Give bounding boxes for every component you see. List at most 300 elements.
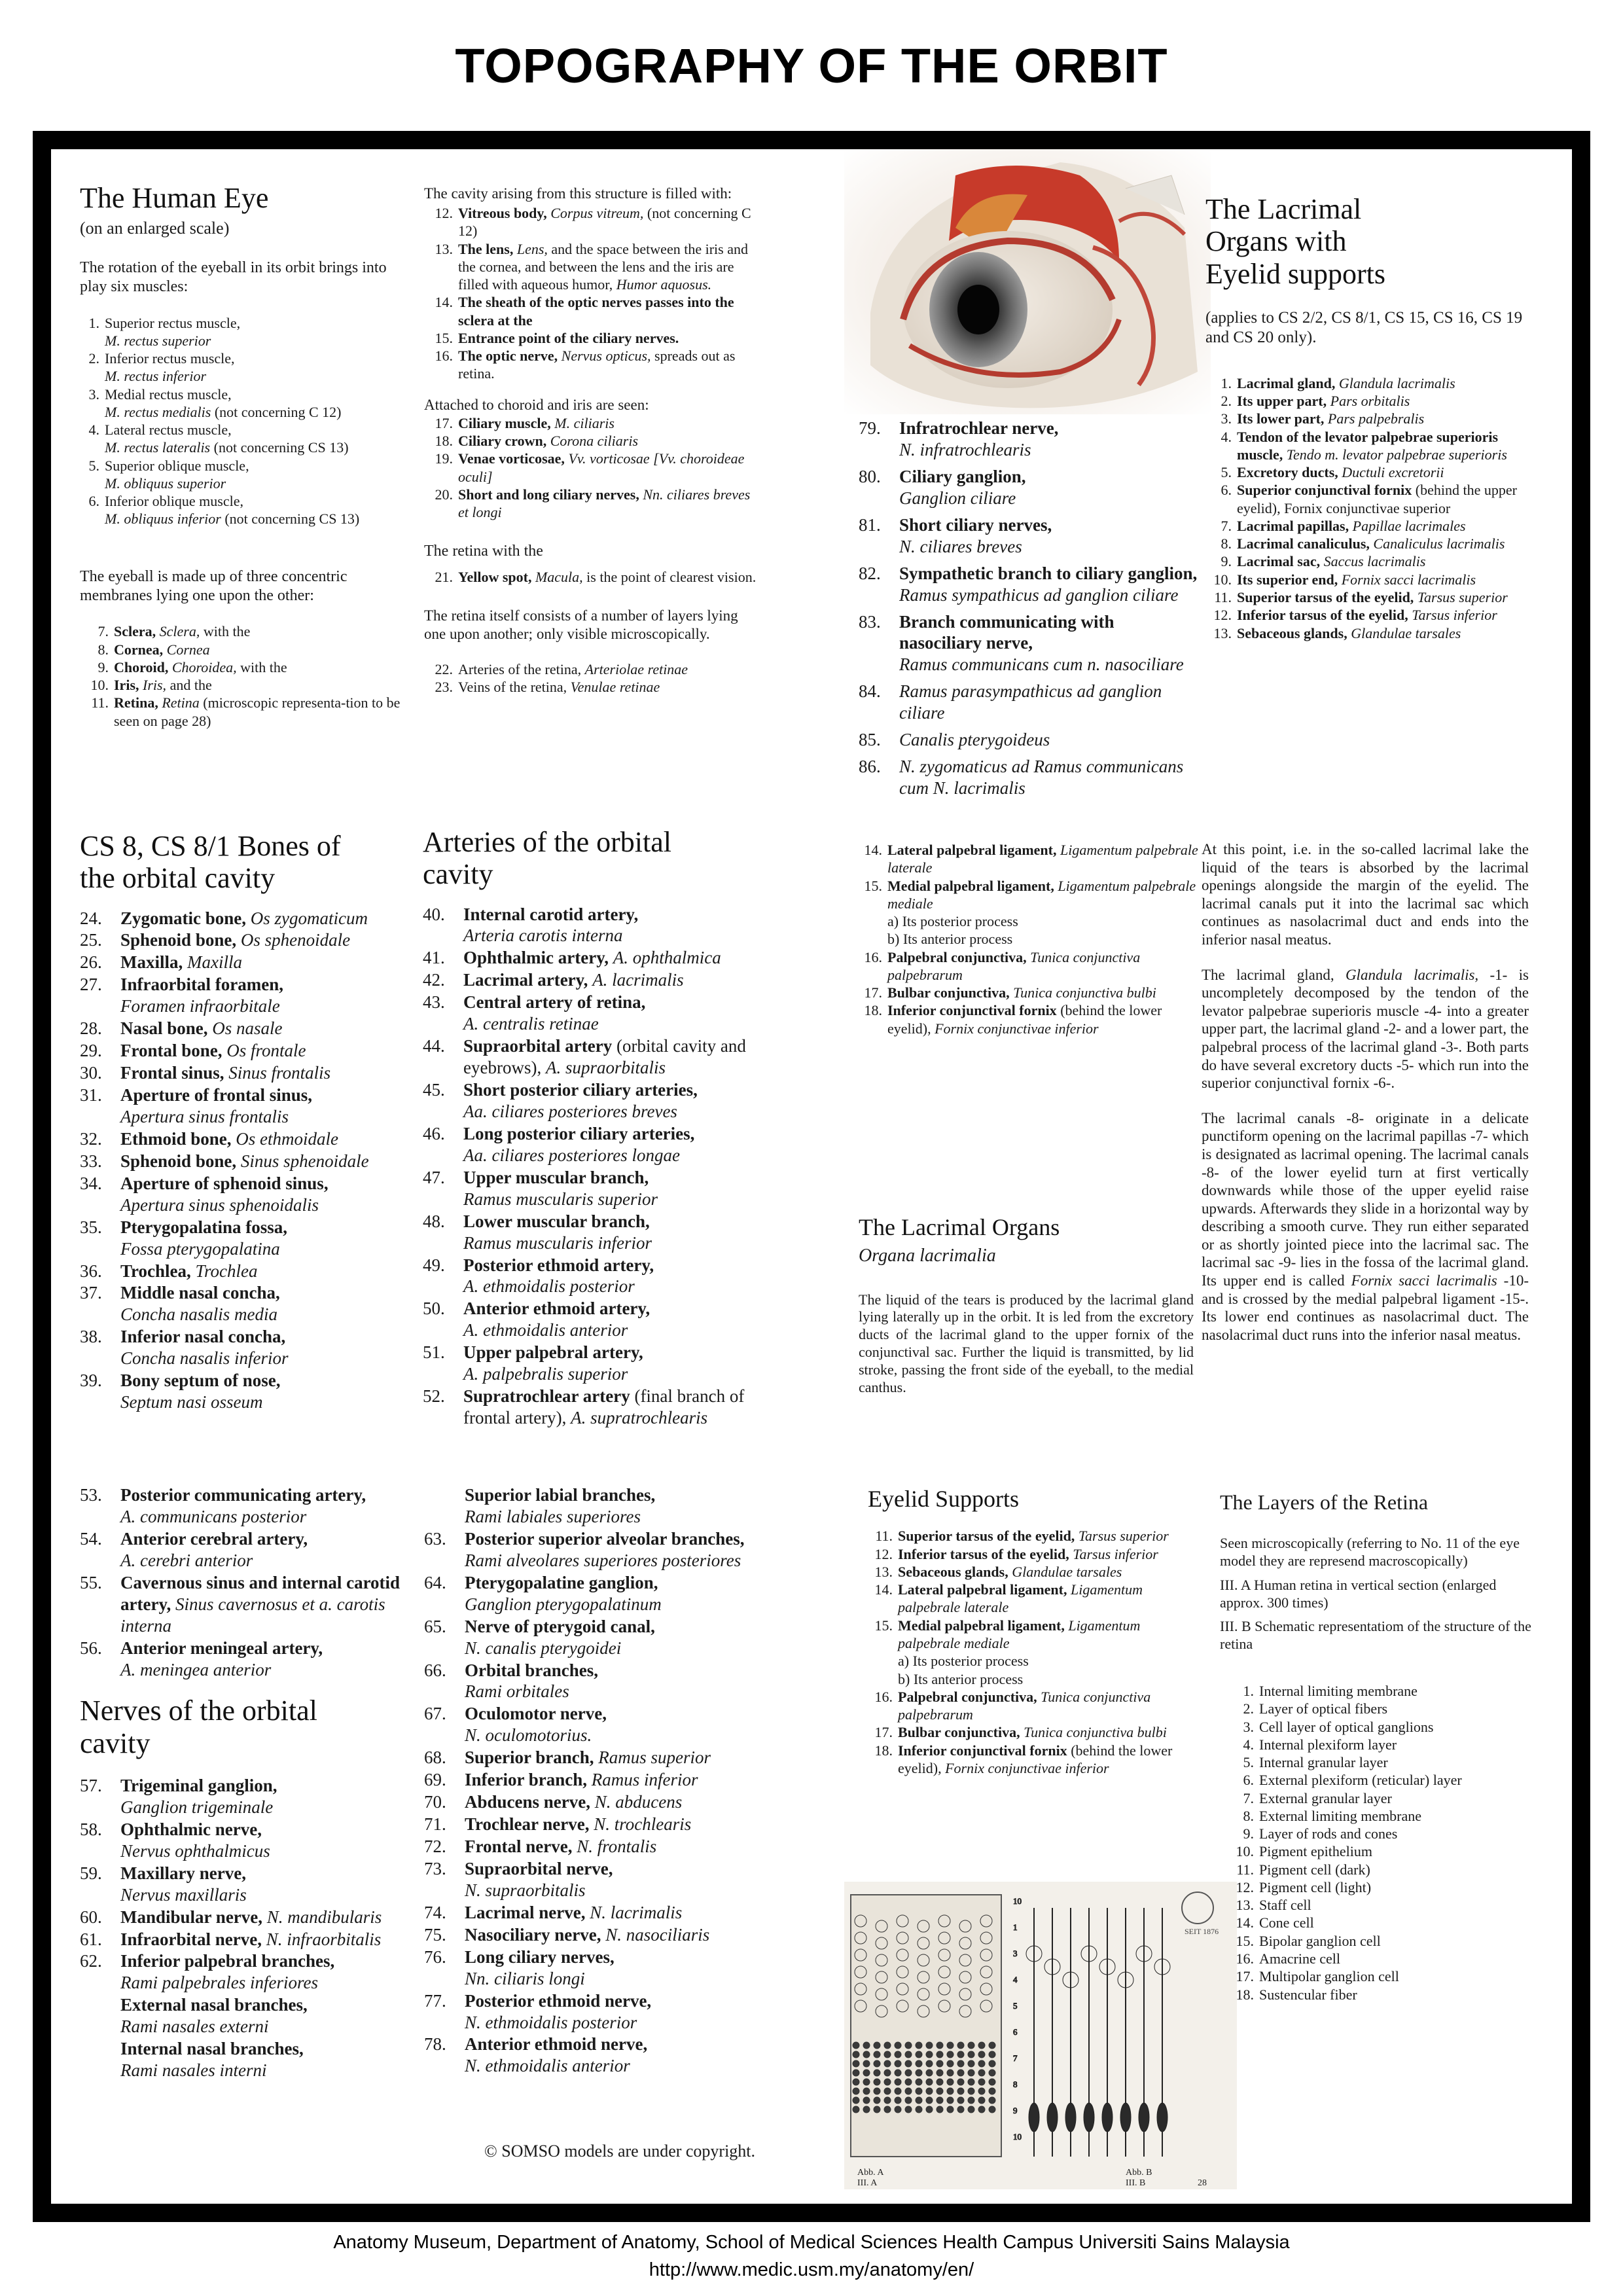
item-latin: Fornix sacci lacrimalis — [1341, 571, 1476, 588]
list-item — [80, 974, 420, 1017]
granule-mark — [895, 2042, 901, 2049]
list-item — [423, 1167, 770, 1210]
list-item — [80, 1085, 420, 1128]
item-number: 30. — [80, 1063, 102, 1083]
list-item — [1205, 571, 1546, 588]
item-body — [465, 1572, 662, 1615]
item-latin: M. obliquus inferior — [105, 511, 221, 528]
item-latin: Pars palpebralis — [1327, 410, 1425, 427]
item-number: 73. — [424, 1858, 446, 1878]
granule-mark — [978, 2097, 985, 2104]
list-item — [859, 563, 1199, 606]
item-name: Frontal bone, — [120, 1041, 223, 1061]
scale-number: 3 — [1013, 1948, 1018, 1958]
granule-mark — [957, 2106, 964, 2113]
item-number: 61. — [80, 1929, 102, 1949]
list-item — [1205, 517, 1546, 535]
item-latin: Tarsus superior — [1078, 1528, 1169, 1545]
item-number: 9. — [1243, 1825, 1254, 1842]
list-item — [80, 1572, 420, 1637]
item-number: 6. — [88, 493, 99, 510]
item-number: 9. — [98, 658, 109, 675]
list-item — [868, 1563, 1202, 1581]
list-item — [80, 908, 420, 929]
attached-intro: Attached to choroid and iris are seen: — [424, 396, 649, 413]
muscle-list — [80, 314, 414, 528]
item-body — [120, 1062, 330, 1084]
item-latin: Ganglion ciliare — [899, 488, 1016, 508]
p3-latin: Fornix sacci lacrimalis — [1351, 1272, 1497, 1289]
item-latin: Glandulae tarsales — [1351, 624, 1461, 641]
granule-mark — [863, 2070, 870, 2076]
granule-mark — [874, 2079, 880, 2085]
item-number: 8. — [1221, 535, 1232, 552]
item-number: 67. — [424, 1704, 446, 1724]
granule-mark — [853, 2106, 859, 2113]
item-name: Zygomatic bone, — [120, 908, 246, 928]
list-item — [423, 947, 770, 969]
item-body — [463, 1079, 698, 1122]
item-name: Superior branch, — [465, 1748, 594, 1768]
list-item — [80, 1040, 420, 1062]
item-body — [1237, 624, 1461, 642]
granule-mark — [978, 2042, 985, 2049]
item-text: Cornea, — [114, 641, 164, 658]
item-number: 11. — [1214, 588, 1232, 605]
scale-number: 7 — [1013, 2053, 1018, 2063]
list-item — [1228, 1986, 1534, 2003]
item-body — [120, 1128, 338, 1150]
granule-mark — [863, 2051, 870, 2058]
item-body — [1259, 1807, 1421, 1825]
item-subprocess: b) Its anterior process — [898, 1670, 1024, 1687]
retina-heading: The Layers of the Retina — [1220, 1490, 1429, 1514]
item-number: 6. — [1221, 482, 1232, 499]
granule-mark — [978, 2088, 985, 2094]
list-item — [1228, 1682, 1534, 1700]
granule-mark — [978, 2051, 985, 2058]
item-body — [899, 756, 1199, 799]
list-item — [868, 1527, 1202, 1545]
item-name: Short ciliary nerves, — [899, 514, 1052, 535]
item-name: Trochlea, — [120, 1261, 191, 1281]
item-name: Frontal sinus, — [120, 1063, 224, 1083]
item-name: Supraorbital artery — [463, 1036, 613, 1056]
item-name: Posterior ethmoid artery, — [463, 1255, 654, 1275]
item-latin: Glandula lacrimalis — [1338, 374, 1455, 391]
item-latin: Glandulae tarsales — [1012, 1563, 1122, 1580]
item-name: Lacrimal nerve, — [465, 1902, 586, 1922]
granule-mark — [853, 2051, 859, 2058]
scale-number: 8 — [1013, 2079, 1018, 2089]
item-rest: (microscopic representa-tion to be seen on page 28) — [114, 694, 401, 729]
item-body — [1237, 535, 1505, 552]
item-latin: Venulae retinae — [570, 679, 660, 696]
item-number: 28. — [80, 1018, 102, 1039]
item-body — [1237, 463, 1444, 481]
ligament-list — [857, 841, 1201, 1037]
granule-mark — [978, 2079, 985, 2085]
list-item — [424, 432, 758, 450]
item-latin: Tendo m. levator palpebrae superioris — [1286, 446, 1507, 463]
item-text: Superior rectus muscle, — [105, 314, 241, 331]
item-text: Sebaceous glands, — [898, 1563, 1012, 1580]
item-name: Sphenoid bone, — [120, 930, 237, 950]
list-item — [1205, 624, 1546, 642]
item-name: Branch communicating with nasociliary nerve, — [899, 611, 1115, 653]
item-body — [899, 466, 1026, 509]
item-number: 39. — [80, 1371, 102, 1391]
item-name: Bony septum of nose, — [120, 1371, 281, 1391]
item-name: Cavernous sinus and internal carotid artery, — [120, 1572, 401, 1614]
granule-mark — [968, 2060, 974, 2067]
item-number: 14. — [435, 294, 453, 311]
item-number: 8. — [1243, 1807, 1254, 1824]
item-number: 43. — [423, 992, 445, 1013]
granule-mark — [947, 2097, 954, 2104]
item-number: 33. — [80, 1151, 102, 1171]
item-name: Mandibular nerve, — [120, 1907, 263, 1927]
item-subprocess: a) Its posterior process — [898, 1653, 1029, 1670]
item-name: Infraorbital nerve, — [120, 1929, 262, 1949]
rod-cone-mark — [1120, 2103, 1131, 2132]
item-number: 18. — [1236, 1986, 1254, 2003]
item-rest: (behind the lower eyelid), — [898, 1742, 1173, 1776]
arteries-cont-list — [80, 1484, 420, 1680]
scale-number: 10 — [1013, 1896, 1022, 1906]
list-item — [423, 1298, 770, 1341]
item-name: Oculomotor nerve, — [465, 1704, 607, 1724]
item-latin: Concha nasalis inferior — [120, 1348, 289, 1369]
list-item — [1205, 392, 1546, 410]
list-item — [1228, 1753, 1534, 1771]
list-item — [423, 904, 770, 947]
footer-url[interactable]: http://www.medic.usm.my/anatomy/en/ — [649, 2259, 974, 2280]
rod-cone-mark — [1029, 2103, 1039, 2132]
human-eye-intro: The rotation of the eyeball in its orbit brings into play six muscles: — [80, 259, 387, 296]
item-body — [1259, 1700, 1387, 1717]
item-number: 10. — [90, 677, 109, 694]
granule-mark — [926, 2079, 933, 2085]
item-body — [105, 314, 240, 350]
item-number: 37. — [80, 1283, 102, 1303]
item-number: 13. — [435, 240, 453, 257]
list-item — [424, 1858, 771, 1901]
vessel-list — [424, 660, 758, 696]
list-item — [80, 694, 414, 730]
item-number: 76. — [424, 1946, 446, 1967]
arteries-list — [423, 904, 770, 1429]
item-name: Orbital branches, — [465, 1660, 599, 1680]
granule-mark — [863, 2106, 870, 2113]
item-rest: with the — [200, 623, 251, 640]
list-item — [424, 1528, 771, 1571]
item-body — [458, 204, 758, 240]
granule-mark — [989, 2051, 995, 2058]
granule-mark — [874, 2097, 880, 2104]
eye-model-photo — [844, 149, 1211, 414]
item-body — [114, 641, 210, 658]
item-latin: Rami palpebrales inferiores — [120, 1973, 318, 1993]
item-latin: Ramus muscularis superior — [463, 1189, 658, 1209]
granule-mark — [947, 2079, 954, 2085]
item-latin: N. oculomotorius. — [465, 1725, 592, 1746]
item-body — [120, 1994, 308, 2037]
list-item — [80, 1994, 420, 2037]
granule-mark — [968, 2070, 974, 2076]
granule-mark — [978, 2060, 985, 2067]
item-latin: Ramus inferior — [591, 1770, 698, 1790]
list-item — [424, 450, 758, 486]
item-body — [1237, 571, 1476, 588]
item-number: 3. — [88, 386, 99, 403]
list-item — [423, 1123, 770, 1166]
granule-mark — [863, 2060, 870, 2067]
item-body — [887, 948, 1201, 984]
granule-mark — [853, 2088, 859, 2094]
item-number: 16. — [1236, 1950, 1254, 1967]
item-latin: Arteriolae retinae — [584, 660, 688, 677]
item-latin: Fornix conjunctivae inferior — [945, 1759, 1109, 1776]
item-latin: Trochlea — [195, 1261, 258, 1281]
granule-mark — [905, 2051, 912, 2058]
granule-mark — [853, 2079, 859, 2085]
item-body — [1237, 481, 1546, 517]
list-item — [80, 1370, 420, 1413]
item-number: 66. — [424, 1660, 446, 1680]
granule-mark — [968, 2088, 974, 2094]
item-body — [120, 929, 350, 951]
scale-number: 4 — [1013, 1975, 1018, 1984]
retina-intro: Seen microscopically (referring to No. 11 of the eye model they are represend macroscopically) — [1220, 1535, 1520, 1569]
item-number: 27. — [80, 975, 102, 995]
item-body — [465, 1703, 607, 1746]
item-name: Sympathetic branch to ciliary ganglion, — [899, 563, 1198, 583]
item-text: Superior conjunctival fornix — [1237, 482, 1416, 499]
item-latin: Nervus opticus, — [561, 348, 651, 365]
item-body — [898, 1581, 1202, 1617]
item-number: 17. — [874, 1724, 893, 1741]
p2-end: -1- is uncompletely decomposed by the tendon of the levator palpebrae superioris muscle -4- into a greater upper part, the lacrimal gland -2- and a lower part, the palpebral process of the lacrimal gland -3-. Both parts do have several excretory ducts -5- which run into the superior conjunctival fornix -6-. — [1202, 966, 1529, 1092]
item-subprocess: a) Its posterior process — [887, 913, 1018, 930]
item-body — [1259, 1914, 1314, 1931]
item-body — [120, 1907, 382, 1928]
item-latin: Rami labiales superiores — [465, 1506, 641, 1526]
granule-mark — [895, 2088, 901, 2094]
granule-mark — [978, 2070, 985, 2076]
list-item — [80, 421, 414, 457]
item-body — [458, 293, 758, 329]
item-latin: N. trochlearis — [594, 1814, 692, 1835]
item-text: Superior tarsus of the eyelid, — [1237, 588, 1418, 605]
item-number: 2. — [1221, 393, 1232, 410]
item-body — [887, 841, 1201, 877]
item-number: 12. — [874, 1545, 893, 1562]
item-number: 1. — [1221, 374, 1232, 391]
list-item — [424, 329, 758, 347]
scale-number: 6 — [1013, 2027, 1018, 2037]
item-number: 14. — [864, 842, 882, 858]
list-item — [80, 1929, 420, 1950]
item-latin: A. ethmoidalis posterior — [463, 1276, 635, 1297]
item-text: The sheath of the optic nerves passes into the sclera at the — [458, 294, 734, 329]
item-body — [1237, 588, 1508, 606]
granule-mark — [916, 2106, 922, 2113]
list-item — [1228, 1807, 1534, 1825]
scale-number: 9 — [1013, 2106, 1018, 2115]
granule-mark — [947, 2042, 954, 2049]
list-item — [80, 1062, 420, 1084]
retina-microscopy-figure — [844, 1882, 1237, 2189]
item-text: Choroid, — [114, 658, 169, 675]
list-item — [859, 756, 1199, 799]
item-body — [120, 1261, 258, 1282]
item-text: Tendon of the levator palpebrae superioris muscle, — [1237, 428, 1499, 463]
scale-number: 1 — [1013, 1922, 1018, 1932]
item-rest: spreads out as retina. — [458, 348, 736, 382]
item-number: 68. — [424, 1748, 446, 1768]
item-latin: A. meningea anterior — [120, 1659, 272, 1679]
item-body — [120, 908, 368, 929]
item-body — [899, 681, 1199, 724]
item-body — [120, 1173, 329, 1216]
list-item — [424, 1836, 771, 1857]
item-text: Entrance point of the ciliary nerves. — [458, 329, 679, 346]
item-body — [1237, 392, 1410, 410]
item-latin: M. ciliaris — [554, 414, 615, 431]
item-body — [898, 1527, 1169, 1545]
granule-mark — [916, 2097, 922, 2104]
item-text: Lacrimal sac, — [1237, 553, 1324, 570]
item-name: Infratrochlear nerve, — [899, 418, 1059, 438]
item-number: 7. — [1221, 517, 1232, 534]
list-item — [80, 1863, 420, 1906]
granule-mark — [926, 2060, 933, 2067]
granule-mark — [905, 2079, 912, 2085]
item-name: Pterygopalatina fossa, — [120, 1217, 287, 1237]
item-name: Sphenoid bone, — [120, 1151, 237, 1171]
item-latin: Sinus cavernosus et a. carotis interna — [120, 1594, 385, 1636]
item-number: 36. — [80, 1261, 102, 1281]
item-rest: (behind the upper eyelid), Fornix conjunctivae superior — [1237, 482, 1517, 516]
item-text: Sebaceous glands, — [1237, 624, 1351, 641]
item-text: Retina, — [114, 694, 158, 711]
list-item — [424, 1769, 771, 1791]
item-body — [1237, 552, 1425, 570]
item-body — [465, 1769, 698, 1791]
item-latin: Choroidea, — [171, 658, 237, 675]
granule-mark — [968, 2079, 974, 2085]
item-number: 15. — [874, 1617, 893, 1634]
item-body — [887, 877, 1201, 948]
cavity-section — [424, 185, 758, 696]
item-number: 58. — [80, 1819, 102, 1839]
item-text: Ciliary muscle, — [458, 414, 555, 431]
item-name: Long ciliary nerves, — [465, 1946, 615, 1967]
item-body — [465, 1660, 598, 1703]
item-body — [105, 492, 359, 528]
item-text: Internal limiting membrane — [1259, 1683, 1418, 1699]
lacrimal-organs-heading: The Lacrimal Organs — [859, 1214, 1060, 1240]
granule-mark — [863, 2042, 870, 2049]
item-latin: Ramus parasympathicus ad ganglion ciliare — [899, 681, 1162, 723]
item-body — [120, 1775, 277, 1818]
list-item — [1228, 1825, 1534, 1842]
item-name: Abducens nerve, — [465, 1792, 591, 1812]
item-latin: Os nasale — [212, 1018, 283, 1039]
list-item — [80, 1217, 420, 1260]
cavity-intro: The cavity arising from this structure is filled with: — [424, 185, 732, 202]
list-item — [857, 984, 1201, 1001]
retina-layer-list — [1220, 1682, 1534, 2003]
list-item — [1205, 588, 1546, 606]
item-number: 17. — [1236, 1968, 1254, 1985]
item-latin: Foramen infraorbitale — [120, 996, 280, 1016]
granule-mark — [968, 2106, 974, 2113]
item-body — [1259, 1753, 1388, 1771]
item-name: Trigeminal ganglion, — [120, 1775, 277, 1795]
list-item — [80, 314, 414, 350]
item-latin: M. rectus superior — [105, 332, 211, 349]
granule-mark — [916, 2051, 922, 2058]
item-number: 12. — [1236, 1878, 1254, 1895]
item-number: 1. — [1243, 1683, 1254, 1699]
item-rest: with the — [236, 658, 287, 675]
item-number: 82. — [859, 563, 881, 583]
item-body — [465, 1814, 691, 1835]
list-item — [1205, 481, 1546, 517]
granule-mark — [926, 2042, 933, 2049]
item-note: (orbital cavity and eyebrows), — [463, 1036, 746, 1078]
copyright-note: © SOMSO models are under copyright. — [484, 2142, 756, 2161]
item-note — [171, 1594, 175, 1614]
item-number: 16. — [435, 348, 453, 365]
item-number: 50. — [423, 1299, 445, 1319]
item-body — [458, 660, 688, 678]
item-text: Inferior tarsus of the eyelid, — [1237, 607, 1412, 624]
list-item — [1205, 535, 1546, 552]
item-number: 38. — [80, 1327, 102, 1347]
item-latin: Macula, — [535, 568, 583, 585]
item-body — [120, 1572, 420, 1637]
item-body — [120, 1282, 280, 1325]
item-text: Multipolar ganglion cell — [1259, 1968, 1399, 1985]
item-number: 19. — [435, 450, 453, 467]
item-body — [1259, 1736, 1397, 1753]
list-item — [1205, 410, 1546, 427]
list-item — [80, 1151, 420, 1172]
item-body — [899, 514, 1052, 558]
item-body — [120, 1863, 247, 1906]
item-body — [120, 1819, 270, 1862]
granule-mark — [989, 2042, 995, 2049]
granule-mark — [874, 2051, 880, 2058]
granule-mark — [926, 2106, 933, 2113]
granule-mark — [936, 2042, 943, 2049]
list-item — [424, 347, 758, 383]
item-text: Lacrimal canaliculus, — [1237, 535, 1374, 552]
granule-mark — [884, 2070, 891, 2076]
list-item — [80, 1326, 420, 1369]
bones-heading: CS 8, CS 8/1 Bones of the orbital cavity — [80, 830, 341, 895]
item-number: 46. — [423, 1123, 445, 1143]
item-body — [105, 421, 349, 457]
retina-layers-note: The retina itself consists of a number of layers lying one upon another; only visible microscopically. — [424, 607, 738, 642]
list-item — [424, 1791, 771, 1813]
list-item — [424, 1814, 771, 1835]
granule-mark — [853, 2097, 859, 2104]
item-latin: Corpus vitreum, — [550, 205, 644, 222]
